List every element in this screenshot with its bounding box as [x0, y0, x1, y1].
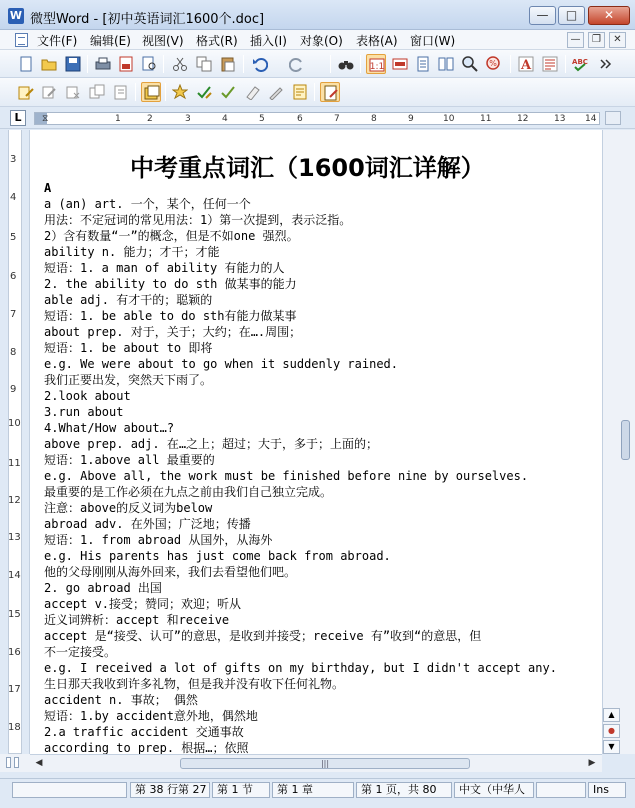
vruler-number: 5: [10, 232, 17, 243]
document-line: 他的父母刚刚从海外回来，我们去看望他们吧。: [44, 565, 297, 579]
vertical-ruler-bar[interactable]: [8, 130, 22, 754]
toolbar-overflow-button[interactable]: [595, 54, 615, 74]
object-toolbar: [0, 78, 635, 107]
undo-icon: [252, 56, 268, 72]
clipboard-icon: [220, 56, 236, 72]
full-page-icon: [415, 56, 431, 72]
document-line: A: [44, 181, 52, 195]
ruler-tick: 14: [585, 114, 597, 124]
vruler-number: 17: [8, 684, 21, 695]
document-line: ability n. 能力；才干；才能: [44, 245, 220, 259]
document-line: e.g. His parents has just come back from abroad.: [44, 549, 391, 563]
vruler-number: 4: [10, 192, 17, 203]
vruler-number: 6: [10, 271, 17, 282]
zoom-percent-icon: [486, 56, 502, 72]
full-page-button[interactable]: [413, 54, 433, 74]
status-insert-mode[interactable]: Ins: [588, 782, 626, 798]
document-line: 4.What/How about…?: [44, 421, 175, 435]
document-title: 中考重点词汇（1600词汇详解）: [130, 154, 485, 182]
mark-pencil-button[interactable]: [218, 82, 238, 102]
star-pencil-icon: [172, 84, 188, 100]
menu-view[interactable]: 视图(V): [142, 34, 184, 48]
cut-button[interactable]: [170, 54, 190, 74]
document-line: 生日那天我收到许多礼物，但是我并没有收下任何礼物。: [44, 677, 345, 691]
document-line: above prep. adj. 在…之上；超过；大于，多于；上面的；: [44, 437, 379, 451]
toolbar-separator: [510, 55, 511, 73]
mdi-close-button[interactable]: ✕: [609, 32, 626, 48]
close-button[interactable]: ✕: [588, 6, 630, 25]
print-button[interactable]: [93, 54, 113, 74]
document-line: about prep. 对于，关于；大约；在….周围；: [44, 325, 302, 339]
new-document-icon: [18, 56, 34, 72]
svg-text:ABC: ABC: [572, 58, 588, 66]
view-mode-buttons: [0, 754, 30, 772]
new-document-button[interactable]: [16, 54, 36, 74]
toolbar-separator: [87, 55, 88, 73]
printer-icon: [95, 56, 111, 72]
copy-button[interactable]: [194, 54, 214, 74]
status-language: 中文（中华人: [454, 782, 534, 798]
maximize-button[interactable]: □: [558, 6, 585, 25]
two-pages-icon: [438, 56, 454, 72]
document-line: abroad adv. 在外国；广泛地；传播: [44, 517, 251, 531]
status-empty-cell: [12, 782, 127, 798]
open-button[interactable]: [39, 54, 59, 74]
document-line: 短语：1.by accident意外地，偶然地: [44, 709, 258, 723]
paste-object-icon: [113, 84, 129, 100]
toolbar-separator: [163, 55, 164, 73]
pdf-icon: [118, 56, 134, 72]
ruler-tick: 6: [297, 114, 303, 124]
status-line-column: 第 38 行第 27: [130, 782, 210, 798]
pencil-page-icon: [18, 84, 34, 100]
eraser-icon: [244, 84, 260, 100]
gray-pencil-button[interactable]: [266, 82, 286, 102]
document-line: 注意：above的反义词为below: [44, 501, 213, 515]
highlight-star-button[interactable]: [170, 82, 190, 102]
ruler-tick: 10: [443, 114, 455, 124]
horizontal-ruler: [0, 107, 635, 129]
edit-text-button[interactable]: [16, 82, 36, 102]
svg-text:A: A: [520, 58, 532, 72]
document-line: a (an) art. 一个，某个，任何一个: [44, 197, 251, 211]
document-line: 2. the ability to do sth 做某事的能力: [44, 277, 297, 291]
ruler-tick: 13: [554, 114, 566, 124]
vruler-number: 8: [10, 347, 17, 358]
ruler-tick: 12: [517, 114, 529, 124]
menu-window[interactable]: 窗口(W): [410, 34, 456, 48]
magnifier-icon: [462, 56, 478, 72]
vruler-number: 3: [10, 154, 17, 165]
vertical-ruler: [0, 130, 30, 754]
page-view-button[interactable]: [14, 757, 19, 768]
vertical-scroll-thumb[interactable]: [621, 420, 630, 460]
mdi-restore-button[interactable]: ❐: [588, 32, 605, 48]
menu-table[interactable]: 表格(A): [356, 34, 398, 48]
copy-object-icon: [89, 84, 105, 100]
font-button[interactable]: [516, 54, 536, 74]
scroll-left-arrow-icon[interactable]: ◀: [35, 758, 43, 768]
print-preview-icon: [141, 56, 157, 72]
toolbar-separator: [314, 83, 315, 101]
vertical-scrollbar[interactable]: [602, 130, 635, 754]
ruler-tick: 4: [222, 114, 228, 124]
horizontal-scrollbar[interactable]: [30, 754, 602, 772]
toolbar-separator: [135, 83, 136, 101]
notes-button[interactable]: [290, 82, 310, 102]
undo-button[interactable]: [250, 54, 270, 74]
vruler-number: 9: [10, 384, 17, 395]
single-page-icon: [369, 57, 385, 73]
spellcheck-icon: [572, 56, 588, 72]
vruler-number: 13: [8, 532, 21, 543]
vruler-number: 10: [8, 418, 21, 429]
redo-icon: [289, 56, 305, 72]
annotate-button[interactable]: [320, 82, 340, 102]
document-line: 用法：不定冠词的常见用法：1）第一次提到，表示泛指。: [44, 213, 352, 227]
scroll-right-arrow-icon[interactable]: ▶: [588, 758, 596, 768]
object-frame-icon: [144, 85, 160, 101]
edit-object-icon: [41, 84, 57, 100]
document-line: 近义词辨析：accept 和receive: [44, 613, 230, 627]
folder-icon: [41, 56, 57, 72]
annotate-icon: [323, 85, 339, 101]
document-line: e.g. We were about to go when it suddenly rained.: [44, 357, 399, 371]
vruler-number: 14: [8, 570, 21, 581]
toolbar-separator: [360, 55, 361, 73]
scissors-icon: [172, 56, 188, 72]
spellcheck-button[interactable]: [570, 54, 590, 74]
copy-icon: [196, 56, 212, 72]
document-line: 2）含有数量“一”的概念，但是不如one 强烈。: [44, 229, 299, 243]
export-pdf-button[interactable]: [116, 54, 136, 74]
delete-object-icon: [65, 84, 81, 100]
ruler-tick: 3: [185, 114, 191, 124]
gray-pencil-icon: [268, 84, 284, 100]
save-button[interactable]: [63, 54, 83, 74]
paragraph-button[interactable]: [540, 54, 560, 74]
document-line: 不一定接受。: [44, 645, 117, 659]
vruler-number: 7: [10, 309, 17, 320]
toolbar-separator: [565, 55, 566, 73]
document-icon[interactable]: [15, 33, 28, 47]
minimize-button[interactable]: —: [529, 6, 556, 25]
page-width-icon: [392, 56, 408, 72]
binoculars-icon: [338, 56, 354, 72]
check-pencil-button[interactable]: [194, 82, 214, 102]
two-pages-button[interactable]: [436, 54, 456, 74]
find-button[interactable]: [336, 54, 356, 74]
document-line: 我们正要出发，突然天下雨了。: [44, 373, 213, 387]
menu-format[interactable]: 格式(R): [196, 34, 238, 48]
word-app-icon: W: [9, 9, 23, 22]
standard-toolbar: [0, 50, 635, 78]
one-page-view-button[interactable]: [366, 54, 386, 74]
status-chapter: 第 1 章: [272, 782, 354, 798]
paste-object-button[interactable]: [111, 82, 131, 102]
ruler-tick: 8: [371, 114, 377, 124]
document-line: accept 是“接受、认可”的意思，是收到并接受；receive 有”收到“的意思，但: [44, 629, 482, 643]
document-line: accept v.接受；赞同；欢迎；听从: [44, 597, 242, 611]
document-line: according to prep. 根据…；依照: [44, 741, 249, 754]
next-page-button[interactable]: ▼: [603, 740, 620, 754]
select-browse-object-button[interactable]: ●: [603, 724, 620, 738]
status-page-count: 第 1 页，共 80: [356, 782, 452, 798]
status-section: 第 1 节: [212, 782, 270, 798]
document-line: 最重要的是工作必须在九点之前由我们自己独立完成。: [44, 485, 333, 499]
zoom-button[interactable]: [460, 54, 480, 74]
ruler-toggle-button[interactable]: [605, 111, 621, 125]
ruler-tick: 9: [408, 114, 414, 124]
print-preview-button[interactable]: [139, 54, 159, 74]
horizontal-scroll-thumb[interactable]: |||: [180, 758, 470, 769]
prev-page-button[interactable]: ▲: [603, 708, 620, 722]
ruler-tick: 7: [334, 114, 340, 124]
edit-object-button[interactable]: [39, 82, 59, 102]
mark-pencil-icon: [220, 84, 236, 100]
page-width-button[interactable]: [390, 54, 410, 74]
menu-object[interactable]: 对象(O): [300, 34, 343, 48]
document-line: 短语：1. a man of ability 有能力的人: [44, 261, 285, 275]
document-line: 3.run about: [44, 405, 124, 419]
toolbar-separator: [243, 55, 244, 73]
normal-view-button[interactable]: [6, 757, 11, 768]
zoom-percent-button[interactable]: [484, 54, 504, 74]
document-line: able adj. 有才干的；聪颖的: [44, 293, 213, 307]
vruler-number: 12: [8, 495, 21, 506]
chevron-right-icon: [597, 56, 613, 72]
ruler-tick: 11: [480, 114, 492, 124]
paste-button[interactable]: [218, 54, 238, 74]
vruler-number: 11: [8, 458, 21, 469]
ruler-tick: 5: [259, 114, 265, 124]
document-line: 2. go abroad 出国: [44, 581, 162, 595]
font-a-icon: [518, 56, 534, 72]
notes-icon: [292, 84, 308, 100]
document-line: 2.look about: [44, 389, 131, 403]
vruler-number: 15: [8, 609, 21, 620]
vruler-number: 18: [8, 722, 21, 733]
object-mode-button[interactable]: [141, 82, 161, 102]
copy-object-button[interactable]: [87, 82, 107, 102]
document-page[interactable]: [30, 130, 602, 754]
document-canvas[interactable]: [30, 130, 602, 754]
menu-edit[interactable]: 编辑(E): [90, 34, 131, 48]
check-pencil-icon: [196, 84, 212, 100]
ruler-tick: 1: [115, 114, 121, 124]
menu-file[interactable]: 文件(F): [37, 34, 78, 48]
ruler-tick: 2: [147, 114, 153, 124]
svg-text:%: %: [489, 59, 497, 68]
status-empty-cell: [536, 782, 586, 798]
paragraph-icon: [542, 56, 558, 72]
status-bar: [0, 778, 635, 808]
window-title: 微型Word - [初中英语词汇1600个.doc]: [30, 12, 265, 27]
document-line: accident n. 事故； 偶然: [44, 693, 198, 707]
toolbar-separator: [330, 55, 331, 73]
document-line: 短语：1. be able to do sth有能力做某事: [44, 309, 297, 323]
indent-marker-icon[interactable]: ⧖: [42, 114, 49, 124]
eraser-pencil-button[interactable]: [242, 82, 262, 102]
document-line: 短语：1. be about to 即将: [44, 341, 213, 355]
document-line: e.g. I received a lot of gifts on my birthday, but I didn't accept any.: [44, 661, 557, 675]
floppy-disk-icon: [65, 56, 81, 72]
ruler-bar[interactable]: [34, 112, 600, 125]
tab-stop-selector[interactable]: L: [10, 110, 26, 126]
menu-insert[interactable]: 插入(I): [250, 34, 287, 48]
mdi-minimize-button[interactable]: —: [567, 32, 584, 48]
toolbar-separator: [165, 83, 166, 101]
document-line: 2.a traffic accident 交通事故: [44, 725, 244, 739]
redo-button[interactable]: [287, 54, 307, 74]
menu-bar: [0, 30, 635, 50]
document-line: e.g. Above all, the work must be finished before nine by ourselves.: [44, 469, 529, 483]
vruler-number: 16: [8, 647, 21, 658]
delete-object-button[interactable]: [63, 82, 83, 102]
document-line: 短语：1.above all 最重要的: [44, 453, 215, 467]
document-line: 短语：1. from abroad 从国外，从海外: [44, 533, 273, 547]
title-bar: [0, 0, 635, 30]
svg-text:1:1: 1:1: [369, 62, 385, 72]
